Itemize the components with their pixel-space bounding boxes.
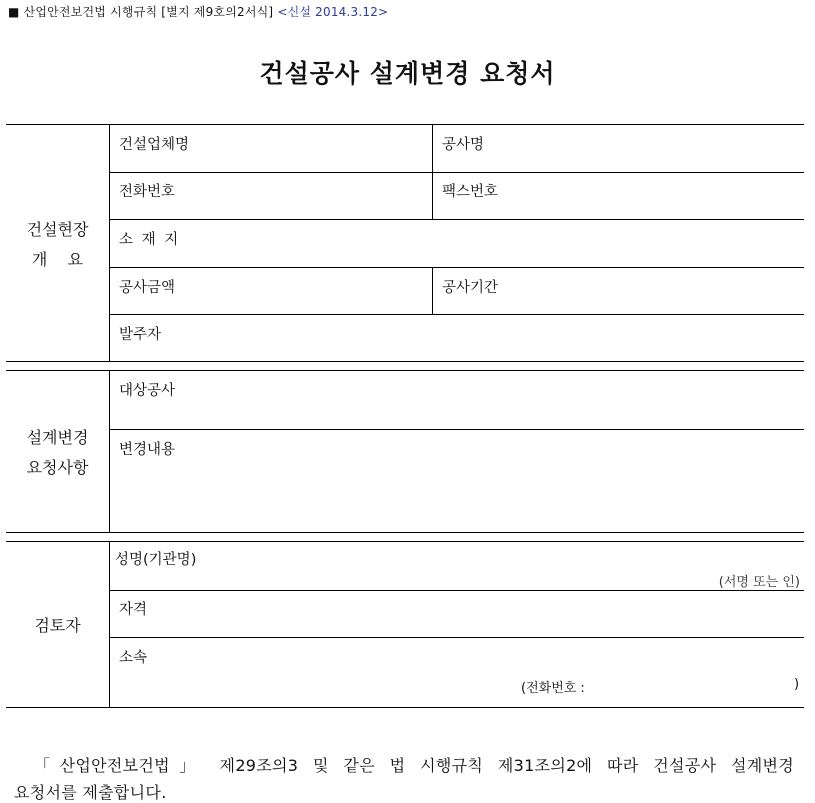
amount-field[interactable]: 공사금액	[119, 280, 176, 296]
rule-row2	[109, 219, 804, 220]
rule-section3-row2	[109, 637, 804, 638]
rule-section3-row1	[109, 590, 804, 591]
rule-section2-top	[6, 370, 804, 371]
reviewer-phone-close: )	[794, 677, 800, 692]
law-reference	[8, 3, 388, 20]
section1-label-line1: 건설현장	[26, 220, 89, 239]
rule-row4	[109, 314, 804, 315]
submission-statement-line2: 요청서를 제출합니다.	[14, 783, 167, 802]
rule-row1	[109, 172, 804, 173]
section2-label-line1: 설계변경	[26, 428, 89, 447]
amendment-date: <신설 2014.3.12>	[277, 5, 389, 19]
rule-section1-bottom	[6, 361, 804, 362]
signature-note: (서명 또는 인)	[718, 575, 800, 590]
rule-section3-top	[6, 541, 804, 542]
period-field[interactable]: 공사기간	[442, 280, 499, 296]
law-reference-text: ■ 산업안전보건법 시행규칙 [별지 제9호의2서식]	[8, 5, 274, 19]
section-reviewer-label: 검토자	[34, 616, 81, 635]
section2-label-line2: 요청사항	[26, 458, 89, 477]
section-site-overview-label	[6, 215, 109, 275]
target-work-field[interactable]: 대상공사	[119, 383, 176, 399]
rule-section3-divider	[109, 541, 110, 708]
fax-field[interactable]: 팩스번호	[442, 184, 499, 200]
rule-col-split-a	[432, 124, 433, 219]
affiliation-field[interactable]: 소속	[119, 650, 148, 666]
section1-label-line2: 개 요	[31, 250, 84, 269]
submission-statement-line1: 「산업안전보건법」 제29조의3 및 같은 법 시행규칙 제31조의2에 따라 건설공사 설계변경	[34, 756, 794, 775]
location-field[interactable]: 소 재 지	[119, 232, 181, 248]
rule-section1-divider	[109, 124, 110, 362]
rule-top	[6, 124, 804, 125]
section-change-request-label	[6, 423, 109, 483]
rule-bottom	[6, 707, 804, 708]
rule-section2-bottom	[6, 532, 804, 533]
form-title: 건설공사 설계변경 요청서	[259, 59, 556, 88]
rule-section2-divider	[109, 370, 110, 533]
project-name-field[interactable]: 공사명	[442, 137, 485, 153]
reviewer-name-field[interactable]: 성명(기관명)	[115, 552, 197, 568]
reviewer-phone-open: (전화번호 :	[521, 681, 585, 696]
qualification-field[interactable]: 자격	[119, 602, 148, 618]
change-content-field[interactable]: 변경내용	[119, 442, 176, 458]
client-field[interactable]: 발주자	[119, 327, 162, 343]
rule-section2-mid	[109, 429, 804, 430]
phone-field[interactable]: 전화번호	[119, 184, 176, 200]
company-name-field[interactable]: 건설업체명	[119, 137, 190, 153]
rule-col-split-b	[432, 267, 433, 314]
rule-row3	[109, 267, 804, 268]
